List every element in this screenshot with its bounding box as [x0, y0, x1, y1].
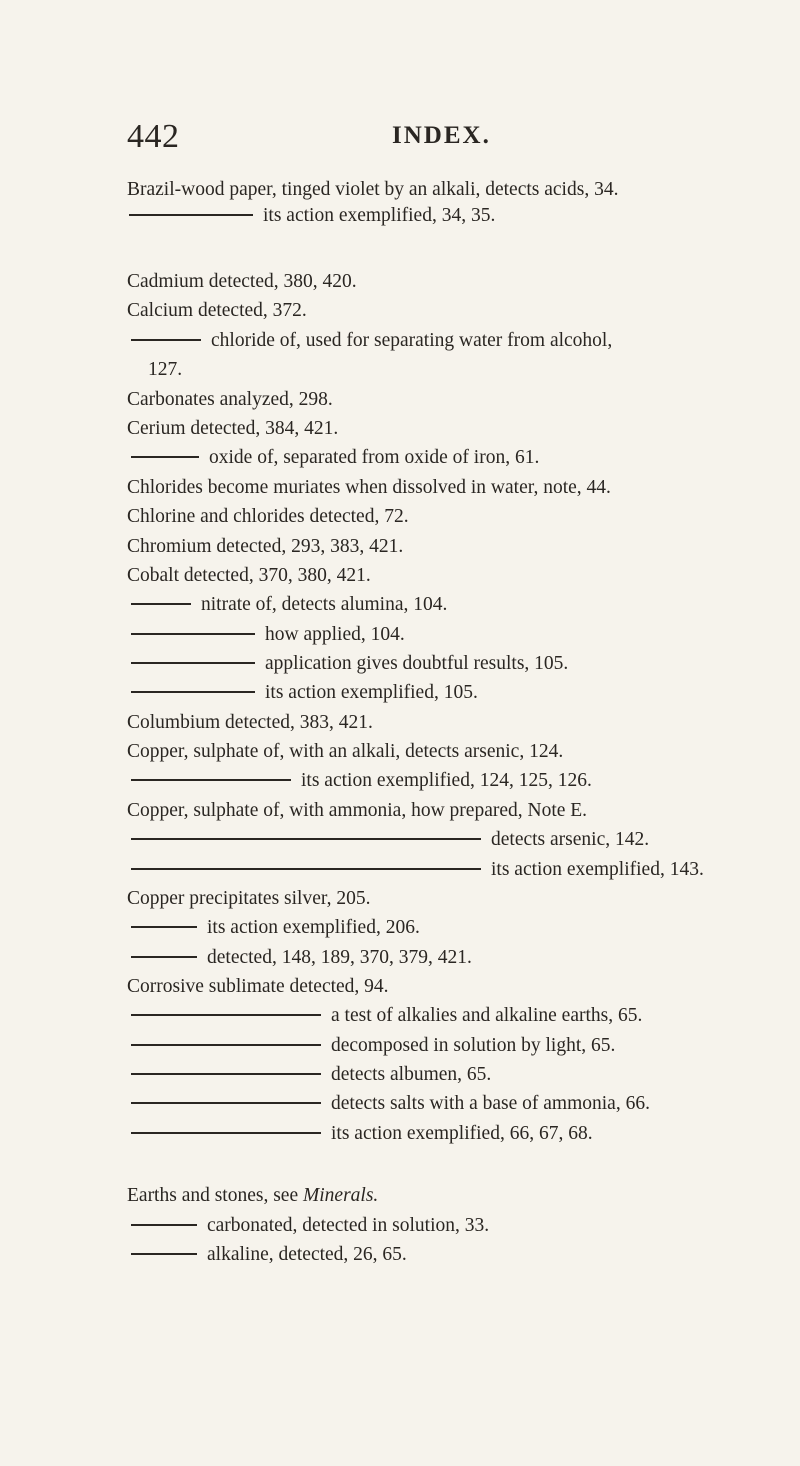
index-entry: its action exemplified, 105.	[131, 679, 478, 707]
index-entry: Corrosive sublimate detected, 94.	[127, 976, 389, 997]
index-entry: Calcium detected, 372.	[127, 300, 307, 321]
index-entry: its action exemplified, 66, 67, 68.	[131, 1120, 593, 1148]
index-entry: Earths and stones, see Minerals.	[127, 1185, 379, 1206]
ditto-dash	[131, 339, 201, 341]
ditto-dash	[131, 603, 191, 605]
ditto-dash	[131, 1102, 321, 1104]
index-entry: its action exemplified, 34, 35.	[129, 202, 495, 230]
index-entry: application gives doubtful results, 105.	[131, 650, 568, 678]
ditto-dash	[131, 1224, 197, 1226]
index-entry: a test of alkalies and alkaline earths, 65.	[131, 1002, 642, 1030]
index-entry: Cerium detected, 384, 421.	[127, 418, 339, 439]
index-entry: its action exemplified, 143.	[131, 856, 704, 884]
index-entry: oxide of, separated from oxide of iron, 61.	[131, 444, 539, 472]
cross-reference: Minerals.	[303, 1185, 379, 1206]
index-entry: Brazil-wood paper, tinged violet by an alkali, detects acids, 34.	[127, 179, 619, 200]
ditto-dash	[131, 926, 197, 928]
ditto-dash	[131, 838, 481, 840]
ditto-dash	[131, 691, 255, 693]
index-entry: carbonated, detected in solution, 33.	[131, 1212, 489, 1240]
index-entry: detects salts with a base of ammonia, 66.	[131, 1090, 650, 1118]
index-entry: decomposed in solution by light, 65.	[131, 1032, 615, 1060]
running-title: INDEX.	[392, 122, 491, 149]
index-entry: nitrate of, detects alumina, 104.	[131, 591, 447, 619]
index-entry: its action exemplified, 206.	[131, 914, 420, 942]
ditto-dash	[129, 214, 253, 216]
page-number: 442	[127, 118, 180, 155]
index-entry: Copper precipitates silver, 205.	[127, 888, 371, 909]
index-entry: alkaline, detected, 26, 65.	[131, 1241, 407, 1269]
ditto-dash	[131, 1044, 321, 1046]
index-entry: chloride of, used for separating water from alcohol,	[131, 327, 612, 355]
index-entry: detects albumen, 65.	[131, 1061, 491, 1089]
ditto-dash	[131, 662, 255, 664]
index-entry: Cadmium detected, 380, 420.	[127, 271, 357, 292]
ditto-dash	[131, 1014, 321, 1016]
ditto-dash	[131, 1132, 321, 1134]
index-entry: Chlorides become muriates when dissolved in water, note, 44.	[127, 477, 611, 498]
index-entry: detected, 148, 189, 370, 379, 421.	[131, 944, 472, 972]
index-entry: 127.	[148, 359, 183, 380]
index-entry: Copper, sulphate of, with an alkali, detects arsenic, 124.	[127, 741, 564, 762]
ditto-dash	[131, 633, 255, 635]
ditto-dash	[131, 956, 197, 958]
ditto-dash	[131, 1073, 321, 1075]
ditto-dash	[131, 779, 291, 781]
ditto-dash	[131, 456, 199, 458]
index-entry: its action exemplified, 124, 125, 126.	[131, 767, 592, 795]
index-entry: Copper, sulphate of, with ammonia, how prepared, Note E.	[127, 800, 588, 821]
page-header	[127, 118, 727, 158]
index-entry: Columbium detected, 383, 421.	[127, 712, 373, 733]
index-entry: detects arsenic, 142.	[131, 826, 649, 854]
index-entry: how applied, 104.	[131, 621, 405, 649]
ditto-dash	[131, 1253, 197, 1255]
index-entry: Chromium detected, 293, 383, 421.	[127, 536, 404, 557]
index-entry: Carbonates analyzed, 298.	[127, 389, 333, 410]
ditto-dash	[131, 868, 481, 870]
index-entry: Chlorine and chlorides detected, 72.	[127, 506, 409, 527]
index-entry: Cobalt detected, 370, 380, 421.	[127, 565, 371, 586]
